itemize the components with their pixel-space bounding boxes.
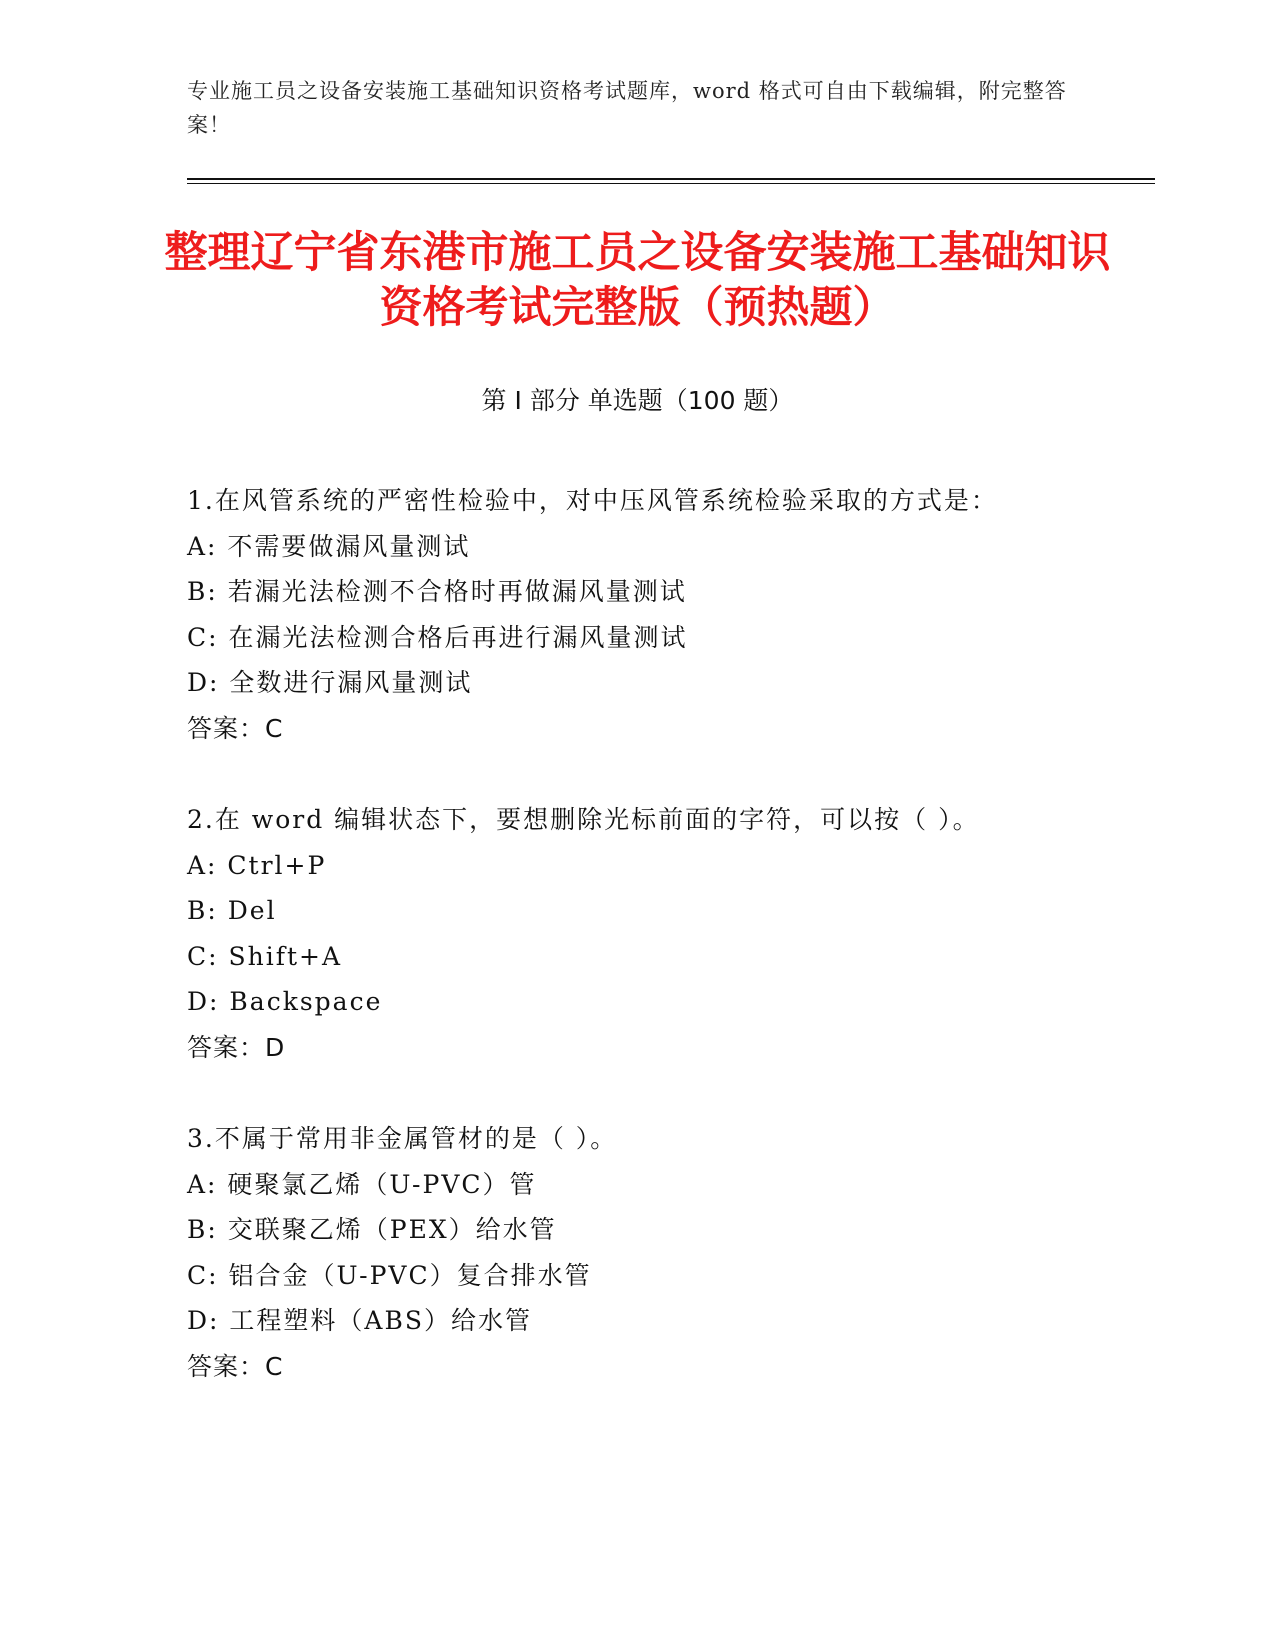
question-stem: 1.在风管系统的严密性检验中，对中压风管系统检验采取的方式是：	[187, 486, 998, 515]
option-a: A: 硬聚氯乙烯（U-PVC）管	[187, 1169, 537, 1199]
option-c: C: Shift+A	[187, 941, 343, 971]
question-stem: 2.在 word 编辑状态下，要想删除光标前面的字符，可以按（ ）。	[187, 805, 980, 834]
document-title: 整理辽宁省东港市施工员之设备安装施工基础知识资格考试完整版（预热题）	[164, 228, 1111, 333]
section-heading: 第 I 部分 单选题（100 题）	[481, 386, 794, 415]
question-3	[187, 1116, 1147, 1389]
option-c: C: 在漏光法检测合格后再进行漏风量测试	[187, 622, 688, 652]
option-c: C: 铝合金（U-PVC）复合排水管	[187, 1260, 592, 1290]
header-divider-thin	[187, 183, 1155, 184]
answer: 答案：C	[187, 1351, 284, 1381]
option-a: A: Ctrl+P	[187, 850, 327, 880]
question-1	[187, 478, 1147, 751]
option-b: B: Del	[187, 896, 277, 925]
option-b: B: 若漏光法检测不合格时再做漏风量测试	[187, 577, 687, 606]
option-d: D: Backspace	[187, 987, 383, 1016]
question-stem: 3.不属于常用非金属管材的是（ ）。	[187, 1124, 618, 1153]
question-2	[187, 797, 1147, 1070]
answer: 答案：C	[187, 713, 284, 743]
header-divider-thick	[187, 178, 1155, 180]
answer: 答案：D	[187, 1032, 286, 1062]
header-note: 专业施工员之设备安装施工基础知识资格考试题库，word 格式可自由下载编辑，附完整答案！	[187, 79, 1067, 137]
option-d: D: 工程塑料（ABS）给水管	[187, 1306, 532, 1335]
option-b: B: 交联聚乙烯（PEX）给水管	[187, 1215, 557, 1244]
option-d: D: 全数进行漏风量测试	[187, 668, 473, 697]
option-a: A: 不需要做漏风量测试	[187, 531, 471, 561]
